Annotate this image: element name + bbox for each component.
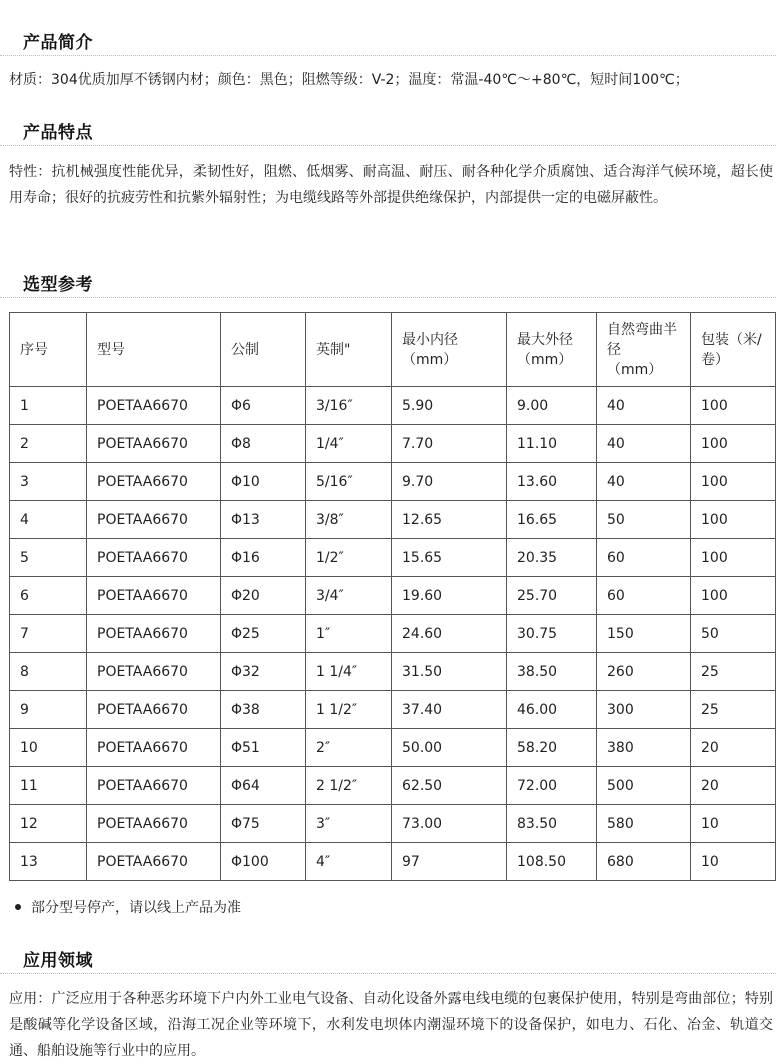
- cell-packaging: 25: [691, 653, 776, 691]
- selection-table: [9, 312, 776, 881]
- cell-model: POETAA6670: [87, 729, 221, 767]
- cell-max-outer-diameter: 20.35: [507, 539, 597, 577]
- cell-min-inner-diameter: 24.60: [392, 615, 507, 653]
- cell-index: 11: [10, 767, 87, 805]
- cell-index: 5: [10, 539, 87, 577]
- header-cell-index: 序号: [10, 313, 87, 387]
- cell-min-inner-diameter: 31.50: [392, 653, 507, 691]
- cell-packaging: 100: [691, 501, 776, 539]
- cell-min-inner-diameter: 7.70: [392, 425, 507, 463]
- cell-bend-radius: 40: [597, 463, 691, 501]
- table-row: [10, 425, 776, 463]
- cell-packaging: 100: [691, 539, 776, 577]
- cell-bend-radius: 260: [597, 653, 691, 691]
- cell-min-inner-diameter: 9.70: [392, 463, 507, 501]
- cell-metric: Φ32: [221, 653, 306, 691]
- cell-bend-radius: 60: [597, 577, 691, 615]
- cell-model: POETAA6670: [87, 501, 221, 539]
- cell-packaging: 100: [691, 425, 776, 463]
- cell-bend-radius: 680: [597, 843, 691, 881]
- cell-imperial: 3″: [306, 805, 392, 843]
- header-cell-model: 型号: [87, 313, 221, 387]
- cell-imperial: 1 1/4″: [306, 653, 392, 691]
- features-title: 产品特点: [23, 123, 93, 143]
- cell-bend-radius: 60: [597, 539, 691, 577]
- cell-metric: Φ64: [221, 767, 306, 805]
- cell-max-outer-diameter: 9.00: [507, 387, 597, 425]
- cell-metric: Φ13: [221, 501, 306, 539]
- cell-packaging: 100: [691, 463, 776, 501]
- cell-imperial: 5/16″: [306, 463, 392, 501]
- cell-metric: Φ10: [221, 463, 306, 501]
- cell-bend-radius: 40: [597, 425, 691, 463]
- cell-model: POETAA6670: [87, 653, 221, 691]
- cell-min-inner-diameter: 19.60: [392, 577, 507, 615]
- cell-max-outer-diameter: 108.50: [507, 843, 597, 881]
- cell-index: 12: [10, 805, 87, 843]
- header-cell-packaging: 包装（米/卷）: [691, 313, 776, 387]
- cell-metric: Φ16: [221, 539, 306, 577]
- cell-metric: Φ25: [221, 615, 306, 653]
- cell-index: 2: [10, 425, 87, 463]
- section-header-intro: [0, 22, 776, 56]
- cell-model: POETAA6670: [87, 843, 221, 881]
- cell-bend-radius: 50: [597, 501, 691, 539]
- cell-max-outer-diameter: 13.60: [507, 463, 597, 501]
- cell-model: POETAA6670: [87, 767, 221, 805]
- cell-imperial: 2″: [306, 729, 392, 767]
- cell-min-inner-diameter: 73.00: [392, 805, 507, 843]
- cell-min-inner-diameter: 5.90: [392, 387, 507, 425]
- cell-min-inner-diameter: 37.40: [392, 691, 507, 729]
- cell-index: 13: [10, 843, 87, 881]
- cell-model: POETAA6670: [87, 805, 221, 843]
- section-header-selection: [0, 264, 776, 298]
- cell-packaging: 50: [691, 615, 776, 653]
- table-body: [10, 387, 776, 881]
- cell-imperial: 1/2″: [306, 539, 392, 577]
- cell-imperial: 1 1/2″: [306, 691, 392, 729]
- cell-packaging: 10: [691, 805, 776, 843]
- selection-note: [15, 897, 241, 917]
- cell-imperial: 2 1/2″: [306, 767, 392, 805]
- table-row: [10, 843, 776, 881]
- cell-index: 7: [10, 615, 87, 653]
- cell-metric: Φ75: [221, 805, 306, 843]
- cell-index: 3: [10, 463, 87, 501]
- section-header-application: [0, 940, 776, 974]
- cell-model: POETAA6670: [87, 615, 221, 653]
- table-row: [10, 615, 776, 653]
- cell-index: 6: [10, 577, 87, 615]
- section-header-features: [0, 112, 776, 146]
- cell-max-outer-diameter: 46.00: [507, 691, 597, 729]
- cell-metric: Φ100: [221, 843, 306, 881]
- cell-imperial: 3/8″: [306, 501, 392, 539]
- header-cell-bend-radius: 自然弯曲半径 （mm）: [597, 313, 691, 387]
- cell-bend-radius: 150: [597, 615, 691, 653]
- cell-packaging: 20: [691, 729, 776, 767]
- cell-imperial: 1″: [306, 615, 392, 653]
- cell-packaging: 10: [691, 843, 776, 881]
- selection-note-text: 部分型号停产，请以线上产品为准: [31, 900, 241, 916]
- header-cell-min-inner-diameter: 最小内径 （mm）: [392, 313, 507, 387]
- table-header-row: [10, 313, 776, 387]
- cell-index: 4: [10, 501, 87, 539]
- cell-model: POETAA6670: [87, 425, 221, 463]
- cell-model: POETAA6670: [87, 691, 221, 729]
- cell-max-outer-diameter: 58.20: [507, 729, 597, 767]
- cell-max-outer-diameter: 72.00: [507, 767, 597, 805]
- selection-title: 选型参考: [23, 275, 93, 295]
- cell-packaging: 20: [691, 767, 776, 805]
- cell-max-outer-diameter: 83.50: [507, 805, 597, 843]
- cell-bend-radius: 40: [597, 387, 691, 425]
- cell-imperial: 1/4″: [306, 425, 392, 463]
- cell-min-inner-diameter: 15.65: [392, 539, 507, 577]
- cell-index: 10: [10, 729, 87, 767]
- cell-imperial: 4″: [306, 843, 392, 881]
- intro-title: 产品简介: [23, 33, 93, 53]
- cell-index: 1: [10, 387, 87, 425]
- header-cell-metric: 公制: [221, 313, 306, 387]
- cell-bend-radius: 380: [597, 729, 691, 767]
- cell-min-inner-diameter: 97: [392, 843, 507, 881]
- table-row: [10, 805, 776, 843]
- cell-packaging: 100: [691, 577, 776, 615]
- table-row: [10, 539, 776, 577]
- table-row: [10, 653, 776, 691]
- cell-bend-radius: 300: [597, 691, 691, 729]
- cell-max-outer-diameter: 38.50: [507, 653, 597, 691]
- application-title: 应用领域: [23, 951, 93, 971]
- cell-max-outer-diameter: 25.70: [507, 577, 597, 615]
- cell-metric: Φ38: [221, 691, 306, 729]
- cell-min-inner-diameter: 12.65: [392, 501, 507, 539]
- cell-index: 8: [10, 653, 87, 691]
- cell-model: POETAA6670: [87, 387, 221, 425]
- cell-max-outer-diameter: 16.65: [507, 501, 597, 539]
- cell-packaging: 100: [691, 387, 776, 425]
- cell-metric: Φ51: [221, 729, 306, 767]
- cell-imperial: 3/4″: [306, 577, 392, 615]
- cell-max-outer-diameter: 30.75: [507, 615, 597, 653]
- bullet-icon: [15, 904, 21, 910]
- table-row: [10, 729, 776, 767]
- header-cell-imperial: 英制": [306, 313, 392, 387]
- cell-packaging: 25: [691, 691, 776, 729]
- table-row: [10, 767, 776, 805]
- cell-model: POETAA6670: [87, 463, 221, 501]
- features-text: 特性：抗机械强度性能优异，柔韧性好，阻燃、低烟雾、耐高温、耐压、耐各种化学介质腐蚀、适合海洋气候环境，超长使用寿命；很好的抗疲劳性和抗紫外辐射性；为电缆线路等外部提供绝缘保护，内部提供一定的电磁屏蔽性。: [9, 164, 773, 206]
- cell-max-outer-diameter: 11.10: [507, 425, 597, 463]
- intro-text: 材质：304优质加厚不锈钢内材；颜色：黑色；阻燃等级：V-2；温度：常温-40℃～+80℃，短时间100℃；: [9, 72, 689, 88]
- application-text: 应用：广泛应用于各种恶劣环境下户内外工业电气设备、自动化设备外露电线电缆的包裹保护使用，特别是弯曲部位；特别是酸碱等化学设备区域，沿海工况企业等环境下，水利发电坝体内潮湿环境下的设备保护，如电力、石化、冶金、轨道交通、船舶设施等行业中的应用。: [9, 991, 773, 1059]
- table-row: [10, 463, 776, 501]
- table-row: [10, 501, 776, 539]
- cell-min-inner-diameter: 50.00: [392, 729, 507, 767]
- cell-metric: Φ8: [221, 425, 306, 463]
- cell-min-inner-diameter: 62.50: [392, 767, 507, 805]
- cell-model: POETAA6670: [87, 539, 221, 577]
- table-row: [10, 577, 776, 615]
- cell-metric: Φ20: [221, 577, 306, 615]
- cell-imperial: 3/16″: [306, 387, 392, 425]
- cell-metric: Φ6: [221, 387, 306, 425]
- table-row: [10, 691, 776, 729]
- cell-bend-radius: 580: [597, 805, 691, 843]
- cell-bend-radius: 500: [597, 767, 691, 805]
- cell-index: 9: [10, 691, 87, 729]
- header-cell-max-outer-diameter: 最大外径 （mm）: [507, 313, 597, 387]
- cell-model: POETAA6670: [87, 577, 221, 615]
- table-row: [10, 387, 776, 425]
